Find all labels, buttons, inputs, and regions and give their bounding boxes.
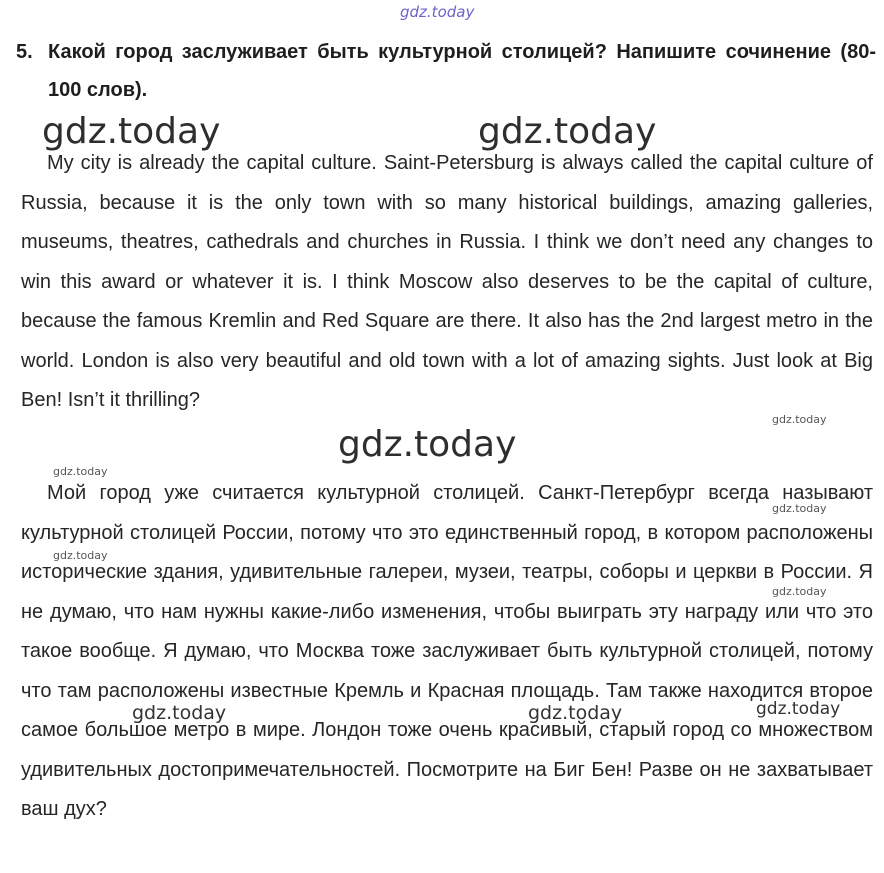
watermark-large-left: gdz.today (42, 111, 221, 152)
answer-russian-paragraph: Мой город уже считается культурной столицей. Санкт-Петербург всегда называют культурной столицей России, потому что это единственный город, в котором расположены исторические здания, удивительные галереи, музеи, театры, соборы и церкви в России. Я не думаю, что нам нужны какие-либо изменения, чтобы выиграть эту награду или что это такое вообще. Я думаю, что Москва тоже заслуживает быть культурной столицей, потому что там расположены известные Кремль и Красная площадь. Там также находится второе самое большое метро в мире. Лондон тоже очень красивый, старый город со множеством удивительных достопримечательностей. Посмотрите на Биг Бен! Разве он не захватывает ваш дух? (21, 482, 873, 820)
watermark-medium: gdz.today (756, 699, 841, 719)
watermark-small: gdz.today (772, 413, 827, 426)
question-number: 5. (16, 41, 33, 63)
watermark-small: gdz.today (772, 502, 827, 515)
watermark-small: gdz.today (53, 549, 108, 562)
watermark-small: gdz.today (53, 465, 108, 478)
watermark-large-right: gdz.today (478, 111, 657, 152)
watermark-large-center: gdz.today (338, 424, 517, 465)
answer-english-paragraph: My city is already the capital culture. Saint-Petersburg is always called the capital culture of Russia, because it is the only town with so many historical buildings, amazing galleries, museums, theatres, cathedrals and churches in Russia. I think we don’t need any changes to win this award or whatever it is. I think Moscow also deserves to be the capital of culture, because the famous Kremlin and Red Square are there. It also has the 2nd largest metro in the world. London is also very beautiful and old town with a lot of amazing sights. Just look at Big Ben! Isn’t it thrilling? (21, 152, 873, 411)
watermark-medium: gdz.today (528, 702, 623, 724)
watermark-top: gdz.today (400, 3, 475, 21)
question-text: Какой город заслуживает быть культурной столицей? Напишите сочинение (80-100 слов). (48, 41, 876, 101)
question (16, 33, 876, 109)
watermark-small: gdz.today (772, 585, 827, 598)
watermark-medium: gdz.today (132, 702, 227, 724)
